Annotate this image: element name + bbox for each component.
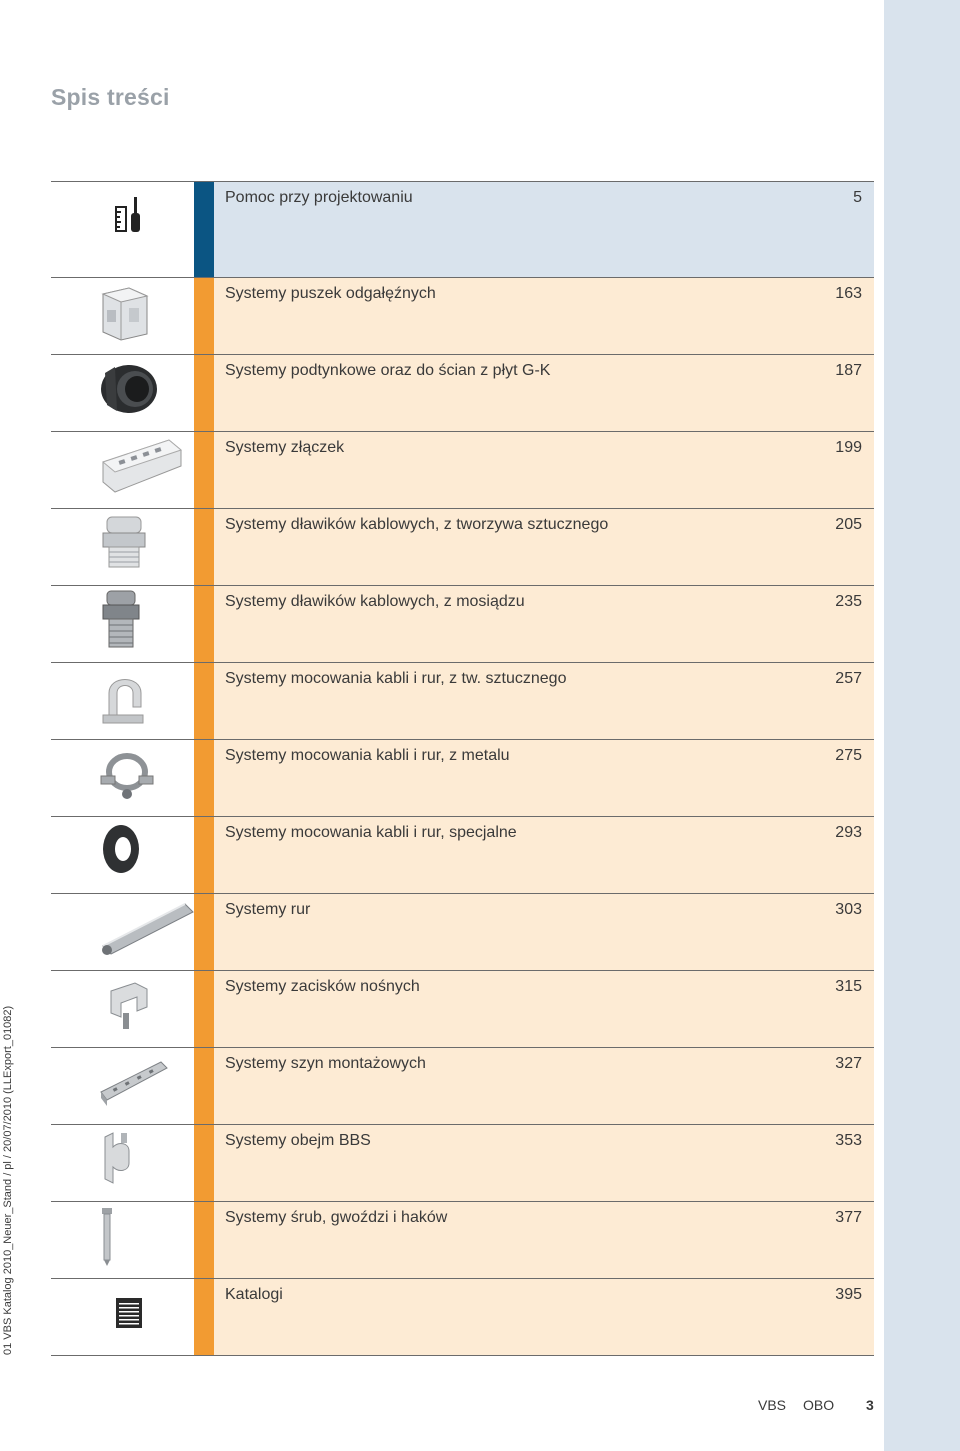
toc-item-design-help[interactable]: [51, 182, 874, 278]
metal-clamp-icon: [99, 746, 155, 802]
toc-item-support-clamps[interactable]: [51, 971, 874, 1048]
toc-item-page: 275: [835, 747, 862, 764]
toc-item-page: 293: [835, 824, 862, 841]
toc-list: [51, 181, 874, 1356]
catalog-icon: [115, 1297, 145, 1331]
toc-item-page: 205: [835, 516, 862, 533]
toc-item-label: Pomoc przy projektowaniu: [225, 189, 413, 206]
page-title: Spis treści: [51, 84, 170, 110]
toc-item-label: Systemy obejm BBS: [225, 1132, 371, 1149]
screw-icon: [99, 1206, 119, 1266]
toc-item-label: Systemy złączek: [225, 439, 345, 456]
toc-item-terminals[interactable]: [51, 432, 874, 509]
toc-item-screws[interactable]: [51, 1202, 874, 1279]
toc-item-pipes[interactable]: [51, 894, 874, 971]
toc-item-label: Systemy dławików kablowych, z tworzywa sztucznego: [225, 516, 609, 533]
toc-item-label: Systemy rur: [225, 901, 311, 918]
toc-item-page: 187: [835, 362, 862, 379]
toc-item-page: 315: [835, 978, 862, 995]
toc-item-page: 395: [835, 1286, 862, 1303]
toc-item-page: 327: [835, 1055, 862, 1072]
toc-item-flush-systems[interactable]: [51, 355, 874, 432]
toc-item-plastic-glands[interactable]: [51, 509, 874, 586]
toc-item-page: 235: [835, 593, 862, 610]
toc-item-label: Systemy mocowania kabli i rur, z tw. sztucznego: [225, 670, 567, 687]
toc-item-page: 303: [835, 901, 862, 918]
flush-box-icon: [99, 359, 161, 419]
toc-item-page: 199: [835, 439, 862, 456]
toc-item-label: Systemy puszek odgałęźnych: [225, 285, 436, 302]
ring-icon: [99, 821, 145, 879]
toc-item-special-fixings[interactable]: [51, 817, 874, 894]
toc-item-page: 257: [835, 670, 862, 687]
pipe-icon: [99, 898, 195, 958]
toc-item-metal-fixings[interactable]: [51, 740, 874, 817]
footer: [758, 1397, 878, 1417]
toc-item-label: Katalogi: [225, 1286, 283, 1303]
toc-item-label: Systemy podtynkowe oraz do ścian z płyt G-K: [225, 362, 551, 379]
tools-icon: [109, 194, 157, 242]
toc-item-plastic-fixings[interactable]: [51, 663, 874, 740]
toc-item-label: Systemy zacisków nośnych: [225, 978, 420, 995]
toc-item-label: Systemy dławików kablowych, z mosiądzu: [225, 593, 525, 610]
bbs-clamp-icon: [99, 1129, 139, 1187]
toc-item-page: 353: [835, 1132, 862, 1149]
terminal-block-icon: [99, 436, 183, 496]
toc-item-page: 5: [853, 189, 862, 206]
toc-item-label: Systemy mocowania kabli i rur, z metalu: [225, 747, 510, 764]
toc-item-bbs-clamps[interactable]: [51, 1125, 874, 1202]
toc-item-label: Systemy śrub, gwoździ i haków: [225, 1209, 448, 1226]
toc-item-label: Systemy szyn montażowych: [225, 1055, 426, 1072]
toc-item-label: Systemy mocowania kabli i rur, specjalne: [225, 824, 517, 841]
side-imprint: 01 VBS Katalog 2010_Neuer_Stand / pl / 20/07/2010 (LLExport_01082): [2, 1005, 14, 1355]
footer-brand-obo: OBO: [803, 1397, 835, 1413]
toc-item-mounting-rails[interactable]: [51, 1048, 874, 1125]
mounting-rail-icon: [99, 1054, 169, 1110]
toc-item-catalogs[interactable]: [51, 1279, 874, 1356]
toc-item-brass-glands[interactable]: [51, 586, 874, 663]
toc-item-junction-boxes[interactable]: [51, 278, 874, 355]
plastic-clip-icon: [99, 667, 151, 727]
right-band: [884, 0, 960, 1451]
toc-item-page: 377: [835, 1209, 862, 1226]
page-number: 3: [866, 1397, 874, 1413]
bracket-icon: [107, 977, 151, 1033]
footer-brand-vbs: VBS: [758, 1397, 787, 1413]
junction-box-icon: [99, 284, 151, 342]
toc-item-page: 163: [835, 285, 862, 302]
plastic-gland-icon: [99, 513, 149, 573]
brass-gland-icon: [99, 589, 143, 651]
